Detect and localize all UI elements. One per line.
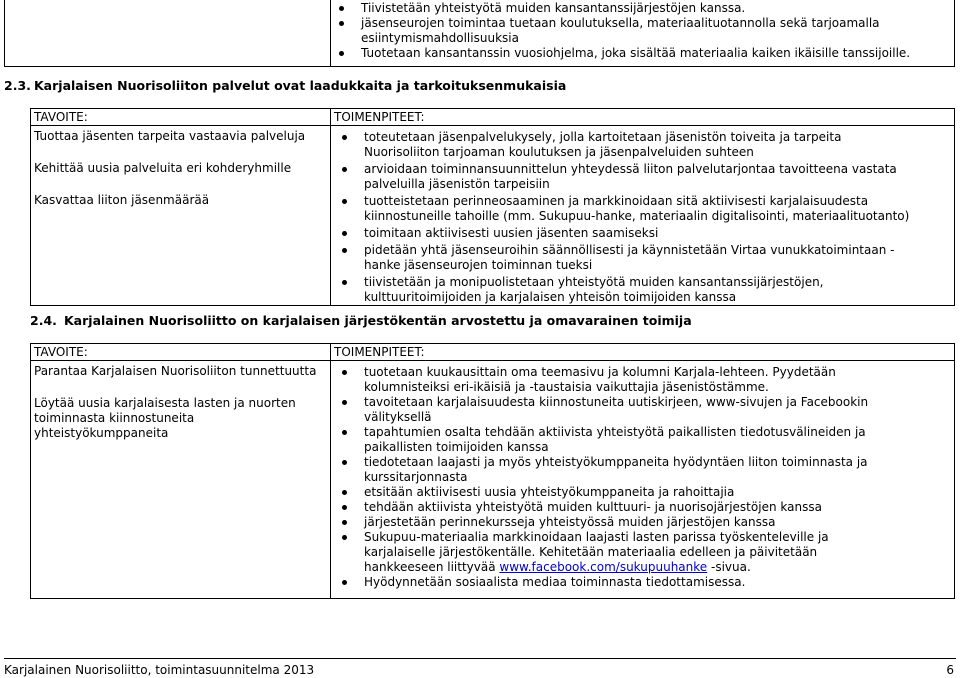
list-item: järjestetään perinnekursseja yhteistyössä muiden järjestöjen kanssa: [334, 515, 894, 530]
footer-rule: [4, 658, 956, 659]
actions-cell: [331, 361, 955, 599]
actions-cell: [331, 126, 955, 306]
actions-header: TOIMENPITEET:: [334, 345, 425, 359]
list-item: toimitaan aktiivisesti uusien jäsenten saamiseksi: [334, 226, 916, 241]
goals-header: TAVOITE:: [34, 110, 88, 124]
goals-header-cell: [31, 109, 331, 126]
list-item: [334, 530, 894, 575]
list-item: etsitään aktiivisesti uusia yhteistyökumppaneita ja rahoittajia: [334, 485, 894, 500]
section-2-4-table: [30, 343, 955, 599]
top-continuation-table: [4, 0, 955, 67]
section-2-3-table: [30, 108, 955, 306]
top-goal-cell: [5, 0, 331, 67]
list-item: tiedotetaan laajasti ja myös yhteistyökumppaneita hyödyntäen liiton toiminnasta ja kurssitarjonnasta: [334, 455, 894, 485]
list-item: jäsenseurojen toimintaa tuetaan koulutuksella, materiaalituotannolla sekä tarjoamalla esiintymismahdollisuuksia: [331, 16, 921, 46]
list-item: tiivistetään ja monipuolistetaan yhteistyötä muiden kansantanssijärjestöjen, kulttuuritoimijoiden ja karjalaisen yhteisön toimijoiden kanssa: [334, 275, 916, 305]
goal-item: Kehittää uusia palveluita eri kohderyhmille: [34, 161, 292, 175]
list-item: tapahtumien osalta tehdään aktiivista yhteistyötä paikallisten tiedotusvälineiden ja paikallisten toimijoiden kanssa: [334, 425, 894, 455]
section-number: 2.3.: [4, 78, 31, 93]
facebook-link[interactable]: www.facebook.com/sukupuuhanke: [499, 560, 708, 574]
section-heading-2-3: [4, 78, 566, 93]
list-item: tuotteistetaan perinneosaaminen ja markkinoidaan sitä aktiivisesti karjalaisuudesta kiinnostuneille tahoille (mm. Sukupuu-hanke, materiaalin digitalisointi, materiaalituotanto): [334, 194, 916, 224]
sukupuu-text: Sukupuu-materiaalia markkinoidaan laajasti lasten parissa työskenteleville ja karjalaiselle järjestökentälle. Kehitetään materiaalia edelleen ja päivitetään hankkeeseen liittyvää: [364, 530, 829, 574]
section-title: Karjalainen Nuorisoliitto on karjalaisen järjestökentän arvostettu ja omavarainen toimija: [64, 313, 692, 328]
list-item: Tiivistetään yhteistyötä muiden kansantanssijärjestöjen kanssa.: [331, 1, 921, 16]
footer-left: Karjalainen Nuorisoliitto, toimintasuunnitelma 2013: [4, 663, 315, 677]
actions-list: [331, 365, 894, 590]
goals-header: TAVOITE:: [34, 345, 88, 359]
section-title: Karjalaisen Nuorisoliiton palvelut ovat laadukkaita ja tarkoituksenmukaisia: [34, 78, 567, 93]
goal-item: Parantaa Karjalaisen Nuorisoliiton tunnettuutta: [34, 364, 317, 378]
list-item: toteutetaan jäsenpalvelukysely, jolla kartoitetaan jäsenistön toiveita ja tarpeita Nuorisoliiton tarjoaman koulutuksen ja jäsenpalveluiden suhteen: [334, 130, 916, 160]
list-item: tehdään aktiivista yhteistyötä muiden kulttuuri- ja nuorisojärjestöjen kanssa: [334, 500, 894, 515]
actions-header-cell: [331, 344, 955, 361]
section-heading-2-4: [30, 313, 692, 328]
page-number: 6: [946, 663, 954, 677]
goals-header-cell: [31, 344, 331, 361]
sukupuu-suffix: -sivua.: [707, 560, 751, 574]
list-item: tuotetaan kuukausittain oma teemasivu ja kolumni Karjala-lehteen. Pyydetään kolumnisteiksi eri-ikäisiä ja -taustaisia vaikuttajia jäsenistöstämme.: [334, 365, 894, 395]
goals-cell: [31, 361, 331, 599]
top-actions-cell: [331, 0, 955, 67]
section-number: 2.4.: [30, 313, 57, 328]
list-item: tavoitetaan karjalaisuudesta kiinnostuneita uutiskirjeen, www-sivujen ja Facebookin välityksellä: [334, 395, 894, 425]
list-item: arvioidaan toiminnansuunnittelun yhteydessä liiton palvelutarjontaa tavoitteena vastata palveluilla jäsenistön tarpeisiin: [334, 162, 916, 192]
list-item: pidetään yhtä jäsenseuroihin säännöllisesti ja käynnistetään Virtaa vunukkatoimintaan -hanke jäsenseurojen toiminnan tueksi: [334, 243, 916, 273]
actions-header: TOIMENPITEET:: [334, 110, 425, 124]
goal-item: Löytää uusia karjalaisesta lasten ja nuorten toiminnasta kiinnostuneita yhteistyökumppaneita: [34, 396, 296, 440]
goal-item: Tuottaa jäsenten tarpeita vastaavia palveluja: [34, 129, 306, 143]
actions-list: [331, 130, 916, 305]
list-item: Tuotetaan kansantanssin vuosiohjelma, joka sisältää materiaalia kaiken ikäisille tanssijoille.: [331, 46, 921, 61]
list-item: Hyödynnetään sosiaalista mediaa toiminnasta tiedottamisessa.: [334, 575, 894, 590]
top-actions-list: [331, 1, 921, 61]
actions-header-cell: [331, 109, 955, 126]
goals-cell: [31, 126, 331, 306]
goal-item: Kasvattaa liiton jäsenmäärää: [34, 193, 210, 207]
